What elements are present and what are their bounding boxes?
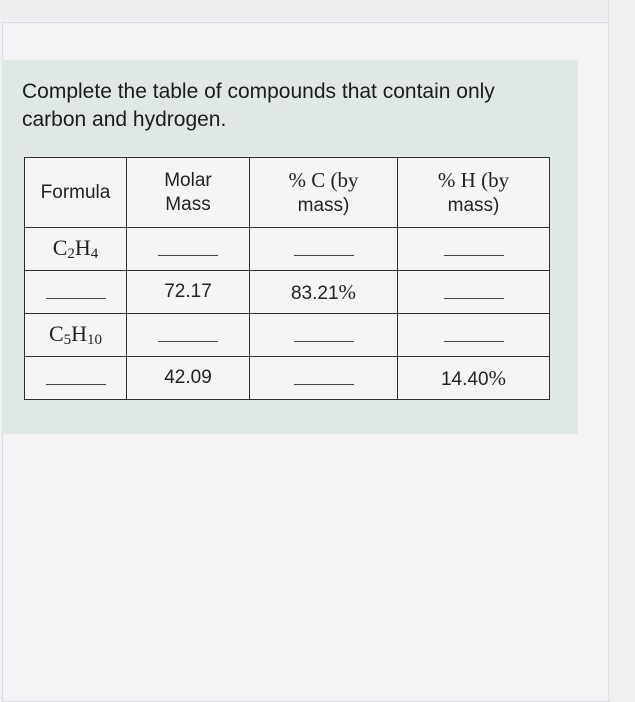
- table-row: [25, 357, 550, 400]
- cell-percent-carbon[interactable]: [250, 314, 398, 357]
- header-percent-carbon: % C (by mass): [250, 158, 398, 228]
- answer-blank[interactable]: [46, 298, 106, 299]
- cell-molar-mass[interactable]: [127, 228, 250, 271]
- answer-blank[interactable]: [444, 255, 504, 256]
- compounds-table: [24, 157, 550, 400]
- cell-percent-hydrogen[interactable]: [398, 228, 550, 271]
- cell-molar-mass: 72.17: [127, 271, 250, 314]
- cell-percent-carbon[interactable]: [250, 228, 398, 271]
- answer-blank[interactable]: [158, 255, 218, 256]
- answer-blank[interactable]: [294, 255, 354, 256]
- right-margin: [608, 0, 635, 700]
- answer-blank[interactable]: [444, 298, 504, 299]
- answer-blank[interactable]: [444, 341, 504, 342]
- cell-formula: $C_5H_{10}$: [25, 314, 127, 357]
- question-line-1: Complete the table of compounds that contain only: [22, 80, 495, 103]
- question-line-2: carbon and hydrogen.: [22, 108, 227, 131]
- cell-formula: $C_2H_4$: [25, 228, 127, 271]
- answer-blank[interactable]: [158, 341, 218, 342]
- table-row: [25, 271, 550, 314]
- answer-blank[interactable]: [294, 341, 354, 342]
- cell-formula[interactable]: [25, 357, 127, 400]
- table-row: [25, 314, 550, 357]
- cell-molar-mass[interactable]: [127, 314, 250, 357]
- answer-blank[interactable]: [294, 384, 354, 385]
- header-percent-hydrogen: % H (by mass): [398, 158, 550, 228]
- header-molar-mass: Molar Mass: [127, 158, 250, 228]
- cell-percent-hydrogen: 14.40%: [398, 357, 550, 400]
- question-prompt: [22, 78, 562, 134]
- cell-percent-hydrogen[interactable]: [398, 271, 550, 314]
- cell-percent-carbon[interactable]: [250, 357, 398, 400]
- cell-formula[interactable]: [25, 271, 127, 314]
- table-header-row: [25, 158, 550, 228]
- table-row: [25, 228, 550, 271]
- header-formula: Formula: [25, 158, 127, 228]
- cell-molar-mass: 42.09: [127, 357, 250, 400]
- answer-blank[interactable]: [46, 384, 106, 385]
- cell-percent-hydrogen[interactable]: [398, 314, 550, 357]
- cell-percent-carbon: 83.21%: [250, 271, 398, 314]
- top-strip: [0, 0, 635, 20]
